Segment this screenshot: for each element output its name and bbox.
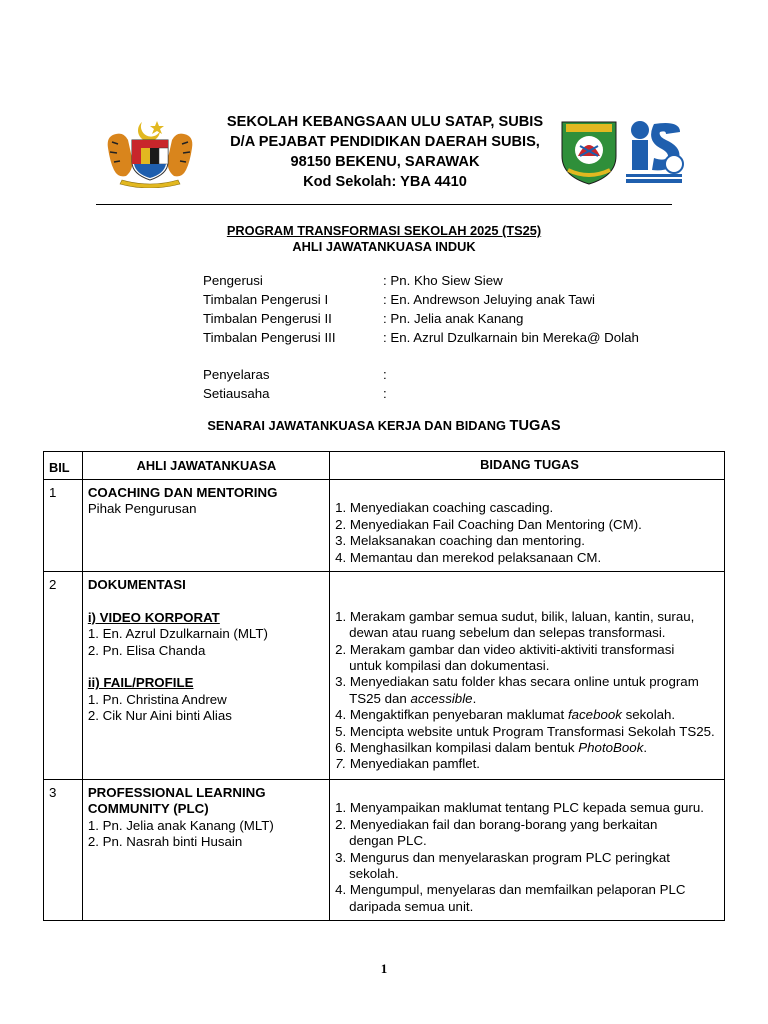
officer-row-coordinator	[203, 365, 703, 384]
malaysia-coat-of-arms-icon	[104, 118, 196, 188]
main-committee-list	[203, 271, 703, 403]
committee-title: DOKUMENTASI	[87, 577, 186, 592]
program-subtitle: AHLI JAWATANKUASA INDUK	[292, 239, 476, 254]
officer-name: : En. Azrul Dzulkarnain bin Mereka@ Dolah	[383, 330, 639, 345]
officer-role: Setiausaha	[203, 386, 270, 401]
duty-item: 4. Mengumpul, menyelaras dan memfailkan pelaporan PLC	[335, 882, 686, 898]
program-title: PROGRAM TRANSFORMASI SEKOLAH 2025 (TS25)	[226, 223, 542, 238]
duty-item: 3. Melaksanakan coaching dan mentoring.	[335, 533, 585, 549]
duties-table	[43, 451, 725, 921]
column-header-bil: BIL	[44, 452, 83, 480]
duty-item-cont: untuk kompilasi dan dokumentasi.	[349, 658, 550, 673]
duty-item: 6. Menghasilkan kompilasi dalam bentuk PhotoBook.	[335, 740, 648, 756]
committee-member: 1. Pn. Jelia anak Kanang (MLT)	[87, 817, 274, 833]
officer-role: Timbalan Pengerusi III	[203, 330, 336, 345]
officer-name: : Pn. Jelia anak Kanang	[383, 311, 524, 326]
committee-cell	[82, 780, 329, 921]
committee-title: PROFESSIONAL LEARNING	[87, 785, 266, 800]
committee-title-cont: COMMUNITY (PLC)	[87, 801, 209, 817]
duties-cell	[330, 480, 725, 572]
committee-member: 2. Pn. Nasrah binti Husain	[87, 834, 243, 850]
section-title-main: SENARAI JAWATANKUASA KERJA DAN BIDANG	[207, 418, 506, 433]
duty-item: 3. Mengurus dan menyelaraskan program PLC peringkat	[335, 849, 670, 865]
header-divider	[96, 204, 672, 205]
committee-member: 2. Pn. Elisa Chanda	[87, 642, 206, 658]
duty-item: 1. Menyediakan coaching cascading.	[335, 500, 554, 516]
letterhead	[0, 0, 768, 210]
duty-item: 5. Mencipta website untuk Program Transformasi Sekolah TS25.	[335, 723, 715, 739]
program-heading	[0, 223, 768, 255]
duty-item-cont: dewan atau ruang sebelum dan selepas transformasi.	[349, 625, 666, 641]
column-header-tugas: BIDANG TUGAS	[330, 452, 725, 480]
duty-item: 7. Menyediakan pamflet.	[335, 756, 480, 772]
duty-item: 2. Menyediakan fail dan borang-borang yang berkaitan	[335, 816, 658, 832]
committee-title: COACHING DAN MENTORING	[87, 485, 278, 500]
address-line: 98150 BEKENU, SARAWAK	[290, 154, 480, 170]
officer-row-vice-chair-3	[203, 328, 703, 347]
committee-member: Pihak Pengurusan	[87, 501, 197, 517]
duties-cell	[330, 572, 725, 780]
table-header-row	[44, 452, 725, 480]
duty-item: 2. Merakam gambar dan video aktiviti-aktiviti transformasi	[335, 641, 675, 657]
duty-item-cont: TS25 dan accessible.	[349, 690, 477, 706]
section-title	[0, 416, 768, 436]
office-line: D/A PEJABAT PENDIDIKAN DAERAH SUBIS,	[230, 134, 540, 150]
officer-role: Timbalan Pengerusi I	[203, 292, 329, 307]
committee-member: 1. Pn. Christina Andrew	[87, 691, 227, 707]
duty-item-cont: daripada semua unit.	[349, 898, 474, 914]
duty-item-cont: sekolah.	[349, 866, 399, 882]
table-row	[44, 480, 725, 572]
column-header-ahli: AHLI JAWATANKUASA	[82, 452, 329, 480]
officer-row-chair	[203, 271, 703, 290]
page-number: 1	[380, 961, 388, 976]
duty-item: 1. Merakam gambar semua sudut, bilik, laluan, kantin, surau,	[335, 608, 695, 624]
officer-row-vice-chair-1	[203, 290, 703, 309]
officer-role: Pengerusi	[203, 273, 263, 288]
school-code: Kod Sekolah: YBA 4410	[303, 174, 467, 190]
section-title-last: TUGAS	[509, 418, 561, 434]
subcommittee-title: ii) FAIL/PROFILE	[87, 675, 194, 691]
officer-name: :	[383, 386, 387, 401]
subcommittee-title: i) VIDEO KORPORAT	[87, 609, 220, 625]
duties-cell	[330, 780, 725, 921]
duty-item: 3. Menyediakan satu folder khas secara online untuk program	[335, 674, 699, 690]
officer-name: :	[383, 367, 387, 382]
row-number: 2	[44, 572, 83, 780]
duty-item: 2. Menyediakan Fail Coaching Dan Mentoring (CM).	[335, 516, 642, 532]
officer-role: Timbalan Pengerusi II	[203, 311, 332, 326]
school-identity	[200, 112, 570, 192]
table-row	[44, 572, 725, 780]
duty-item: 1. Menyampaikan maklumat tentang PLC kepada semua guru.	[335, 800, 704, 816]
duty-item: 4. Mengaktifkan penyebaran maklumat facebook sekolah.	[335, 707, 676, 723]
row-number: 3	[44, 780, 83, 921]
row-number: 1	[44, 480, 83, 572]
committee-member: 1. En. Azrul Dzulkarnain (MLT)	[87, 626, 268, 642]
officer-name: : En. Andrewson Jeluying anak Tawi	[383, 292, 595, 307]
ts25-logo-icon	[622, 116, 686, 186]
committee-cell	[82, 480, 329, 572]
officer-role: Penyelaras	[203, 367, 270, 382]
duty-item-cont: dengan PLC.	[349, 833, 427, 849]
officer-row-secretary	[203, 384, 703, 403]
school-name: SEKOLAH KEBANGSAAN ULU SATAP, SUBIS	[226, 114, 544, 130]
officer-row-vice-chair-2	[203, 309, 703, 328]
school-badge-icon	[558, 116, 620, 186]
committee-cell	[82, 572, 329, 780]
duty-item: 4. Memantau dan merekod pelaksanaan CM.	[335, 549, 602, 565]
officer-name: : Pn. Kho Siew Siew	[383, 273, 503, 288]
committee-member: 2. Cik Nur Aini binti Alias	[87, 708, 232, 724]
table-row	[44, 780, 725, 921]
